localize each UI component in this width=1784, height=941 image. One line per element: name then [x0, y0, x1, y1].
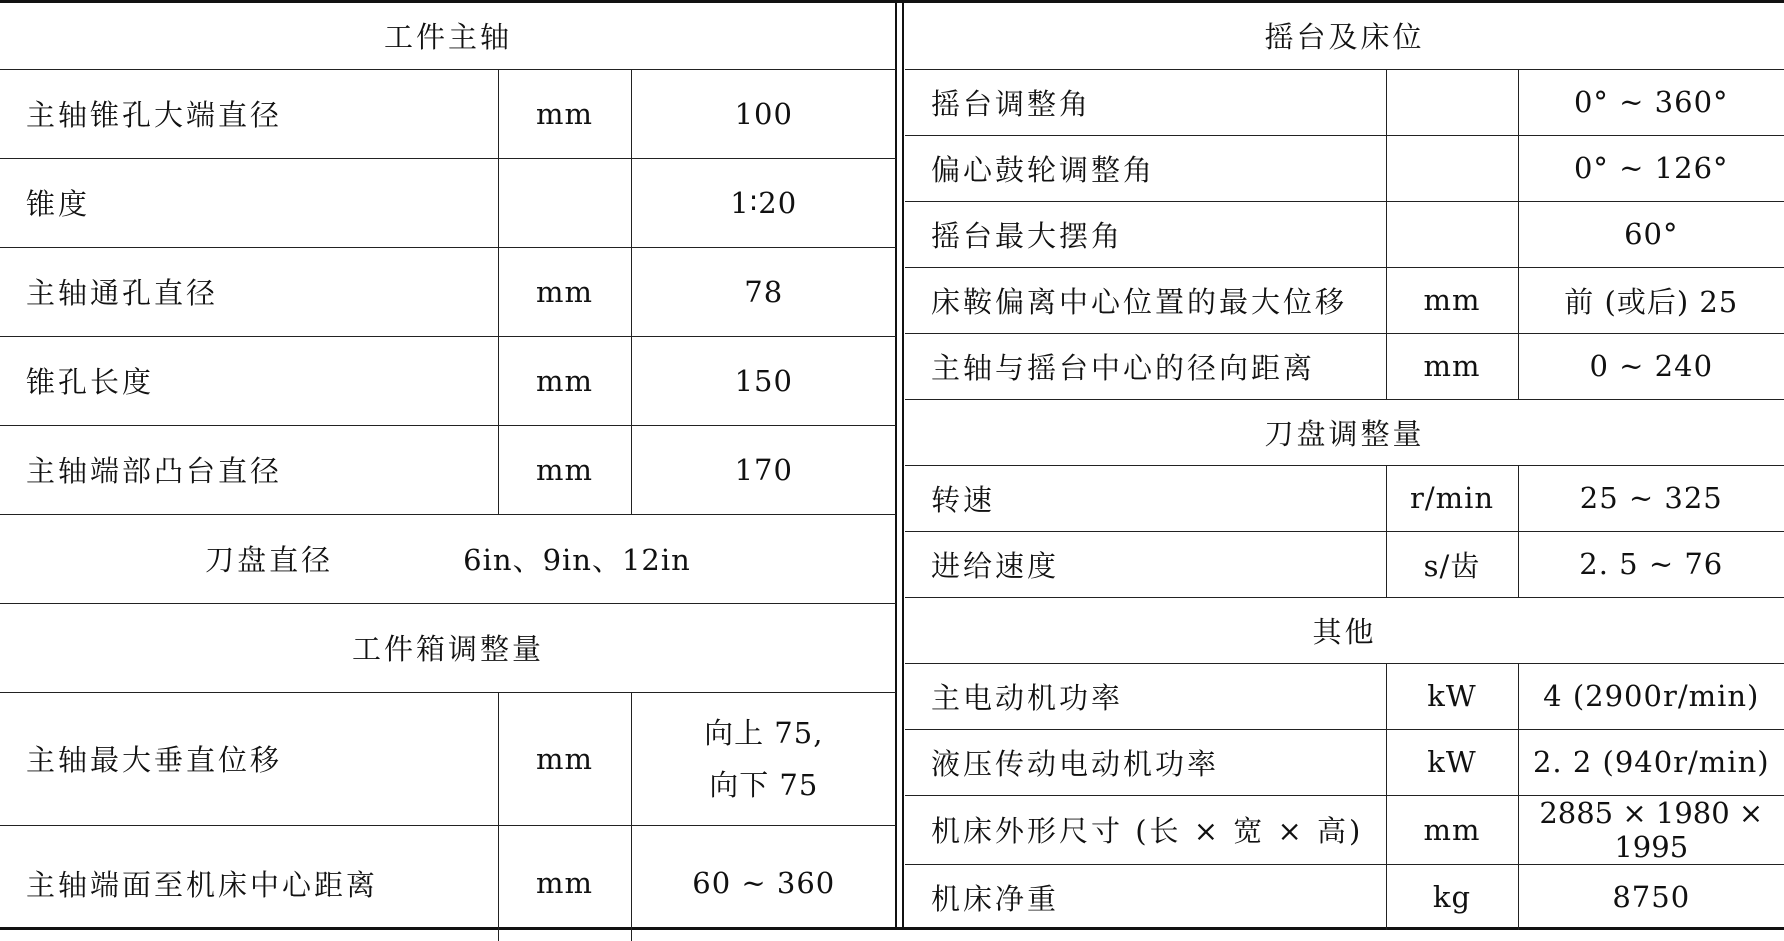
section-title-workpiece-spindle: 工件主轴 — [0, 2, 896, 69]
spec-name: 主电动机功率 — [905, 663, 1386, 729]
spec-name: 主轴最大垂直位移 — [0, 692, 498, 825]
spec-name: 摇台调整角 — [905, 69, 1386, 135]
spec-unit — [1386, 201, 1518, 267]
spec-name: 主轴端部凸台直径 — [0, 425, 498, 514]
spec-name: 液压传动电动机功率 — [905, 729, 1386, 795]
spec-value-line: 向下 75 — [709, 767, 819, 802]
spec-value: 0 ~ 240 — [1518, 333, 1784, 399]
cutter-diameter-value: 6in、9in、12in — [463, 543, 691, 577]
spec-value: 25 ~ 325 — [1518, 465, 1784, 531]
spec-name: 主轴锥孔大端直径 — [0, 69, 498, 158]
spec-unit — [498, 158, 631, 247]
spec-value: 2. 2 (940r/min) — [1518, 729, 1784, 795]
spec-unit — [1386, 69, 1518, 135]
section-title-cutter-adjustment: 刀盘调整量 — [905, 399, 1784, 465]
spec-unit: r/min — [1386, 465, 1518, 531]
spec-value: 78 — [631, 247, 896, 336]
spec-name: 锥孔长度 — [0, 336, 498, 425]
cutter-diameter-row — [0, 514, 896, 603]
spec-unit: kg — [1386, 864, 1518, 930]
spec-value: 170 — [631, 425, 896, 514]
spec-unit: mm — [498, 692, 631, 825]
cutter-diameter-label: 刀盘直径 — [205, 543, 334, 577]
spec-value: 60 ~ 360 — [631, 825, 896, 941]
spec-name: 进给速度 — [905, 531, 1386, 597]
spec-value: 0° ~ 126° — [1518, 135, 1784, 201]
section-title-other: 其他 — [905, 597, 1784, 663]
spec-name: 锥度 — [0, 158, 498, 247]
spec-unit: kW — [1386, 663, 1518, 729]
spec-name: 机床外形尺寸 (长 × 宽 × 高) — [905, 795, 1386, 864]
spec-unit: s/齿 — [1386, 531, 1518, 597]
spec-name: 主轴通孔直径 — [0, 247, 498, 336]
spec-value: 100 — [631, 69, 896, 158]
spec-value: 60° — [1518, 201, 1784, 267]
section-title-cradle-and-bed: 摇台及床位 — [905, 2, 1784, 69]
spec-value: 1∶20 — [631, 158, 896, 247]
center-divider-line — [902, 0, 904, 930]
spec-unit: mm — [498, 825, 631, 941]
spec-value: 150 — [631, 336, 896, 425]
spec-value: 前 (或后) 25 — [1518, 267, 1784, 333]
spec-unit — [1386, 135, 1518, 201]
spec-value: 2885 × 1980 × 1995 — [1518, 795, 1784, 864]
spec-value — [631, 692, 896, 825]
left-table — [0, 2, 896, 941]
spec-name: 床鞍偏离中心位置的最大位移 — [905, 267, 1386, 333]
spec-name: 偏心鼓轮调整角 — [905, 135, 1386, 201]
spec-unit: mm — [498, 336, 631, 425]
spec-value: 4 (2900r/min) — [1518, 663, 1784, 729]
spec-name: 机床净重 — [905, 864, 1386, 930]
spec-unit: mm — [1386, 267, 1518, 333]
spec-unit: mm — [1386, 333, 1518, 399]
spec-name: 摇台最大摆角 — [905, 201, 1386, 267]
spec-unit: kW — [1386, 729, 1518, 795]
spec-name: 主轴与摇台中心的径向距离 — [905, 333, 1386, 399]
spec-unit: mm — [498, 425, 631, 514]
spec-name: 转速 — [905, 465, 1386, 531]
spec-value: 2. 5 ~ 76 — [1518, 531, 1784, 597]
spec-unit: mm — [1386, 795, 1518, 864]
spec-value: 0° ~ 360° — [1518, 69, 1784, 135]
spec-name: 主轴端面至机床中心距离 — [0, 825, 498, 941]
spec-unit: mm — [498, 69, 631, 158]
section-title-workhead-adjustment: 工件箱调整量 — [0, 603, 896, 692]
spec-unit: mm — [498, 247, 631, 336]
right-table — [905, 2, 1784, 930]
spec-value: 8750 — [1518, 864, 1784, 930]
spec-value-line: 向上 75, — [704, 715, 824, 750]
